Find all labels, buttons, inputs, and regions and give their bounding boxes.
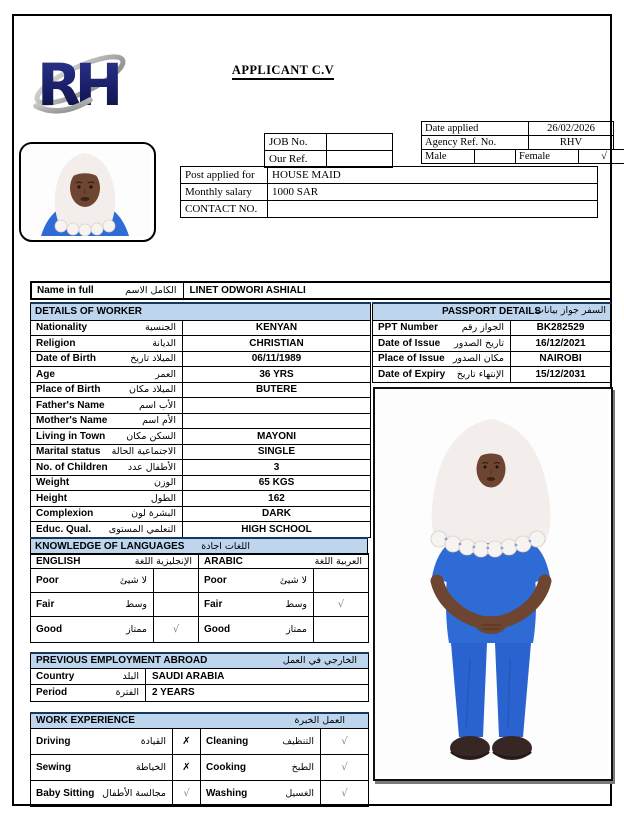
field-row-weight (31, 475, 371, 491)
field-label-arabic: الفترة (115, 687, 139, 699)
field-label: PPT Number (378, 322, 439, 334)
arabic-good-row (199, 617, 369, 643)
field-value: CHRISTIAN (183, 336, 371, 352)
field-row-living-in-town (31, 429, 371, 445)
field-label: Mother's Name (36, 415, 108, 427)
job-ref-table (264, 133, 393, 168)
post-applied-table (180, 166, 598, 218)
contact-no-label: CONTACT NO. (181, 201, 268, 218)
our-ref-value (327, 151, 393, 168)
field-value: 36 YRS (183, 367, 371, 383)
portrait-illustration (21, 144, 150, 236)
english-good-row (31, 617, 199, 643)
male-checkbox (475, 150, 516, 164)
field-label: Place of Issue (378, 353, 445, 365)
field-label: No. of Children (36, 461, 108, 473)
arabic-language-table (198, 553, 369, 643)
our-ref-row (265, 151, 393, 168)
languages-section-header (31, 538, 368, 554)
field-value: 3 (183, 460, 371, 476)
prev-employment-section-header (32, 655, 367, 666)
field-value: KENYAN (183, 320, 371, 336)
baby-sitting-checkbox: √ (173, 780, 201, 806)
field-label: Complexion (36, 508, 94, 520)
field-label: Date of Expiry (378, 368, 446, 380)
details-section-header: DETAILS OF WORKER (31, 303, 371, 320)
work-exp-row-1 (31, 728, 369, 754)
field-label-arabic: الجنسية (145, 322, 176, 334)
field-value (183, 398, 371, 414)
contact-no-value (268, 201, 598, 218)
post-applied-label: Post applied for (181, 167, 268, 184)
level-label-arabic: وسط (285, 599, 307, 610)
level-label: Good (36, 624, 63, 635)
field-value: DARK (183, 506, 371, 522)
skill-label: Cleaning (206, 735, 249, 747)
field-label-arabic: الأطفال عدد (127, 461, 176, 473)
arabic-poor-row (199, 569, 369, 593)
name-label-cell (33, 285, 182, 296)
field-value: BK282529 (511, 320, 611, 336)
name-label-arabic: الكامل الاسم (125, 285, 177, 296)
field-label: Height (36, 492, 68, 504)
name-label: Name in full (37, 285, 94, 296)
field-row-nationality (31, 320, 371, 336)
applicant-portrait-photo (19, 142, 156, 242)
field-label-arabic: الديانة (152, 337, 176, 349)
skill-label-arabic: مجالسة الأطفال (102, 787, 166, 799)
work-experience-header-label: WORK EXPERIENCE (36, 715, 135, 727)
english-fair-row (31, 593, 199, 617)
level-label: Poor (204, 575, 227, 586)
field-row-period (31, 685, 369, 702)
arabic-fair-checkbox: √ (314, 593, 369, 617)
female-checkbox: √ (579, 150, 624, 164)
field-label: Period (36, 687, 68, 699)
gender-row (422, 150, 624, 164)
female-label: Female (516, 150, 579, 164)
field-row-educ-qual (31, 522, 371, 538)
name-row (31, 282, 611, 299)
cleaning-checkbox: √ (321, 728, 369, 754)
field-row-age (31, 367, 371, 383)
agency-ref-row (422, 136, 614, 150)
field-label-arabic: الطول (150, 492, 176, 504)
field-value: 65 KGS (183, 475, 371, 491)
arabic-fair-row (199, 593, 369, 617)
arabic-header-cell (200, 556, 367, 567)
field-row-country (31, 668, 369, 685)
field-row-place-of-birth (31, 382, 371, 398)
field-value: SAUDI ARABIA (146, 668, 369, 685)
level-label: Good (204, 624, 231, 635)
work-exp-row-2 (31, 754, 369, 780)
field-value: 2 YEARS (146, 685, 369, 702)
rh-agency-logo (32, 40, 128, 118)
field-label-arabic: الأم اسم (142, 415, 176, 427)
field-label-arabic: البشرة لون (131, 508, 176, 520)
monthly-salary-value: 1000 SAR (268, 184, 598, 201)
field-value: 16/12/2021 (511, 336, 611, 352)
skill-label-arabic: التنظيف (282, 735, 314, 747)
prev-employment-header-label: PREVIOUS EMPLOYMENT ABROAD (36, 655, 208, 667)
english-poor-checkbox (154, 569, 199, 593)
page-title: APPLICANT C.V (183, 63, 383, 78)
job-no-value (327, 134, 393, 151)
field-row-religion (31, 336, 371, 352)
field-row-mothers-name (31, 413, 371, 429)
field-label-arabic: الجواز رقم (461, 322, 504, 334)
rh-logo-graphic (32, 40, 128, 118)
field-label-arabic: مكان الصدور (452, 353, 504, 365)
field-value: 15/12/2031 (511, 367, 611, 383)
agency-ref-label: Agency Ref. No. (422, 136, 529, 150)
full-body-illustration (375, 389, 607, 775)
our-ref-label: Our Ref. (265, 151, 327, 168)
field-row-marital-status (31, 444, 371, 460)
applicant-full-body-photo (373, 387, 613, 781)
skill-label: Washing (206, 787, 248, 799)
field-label: Age (36, 368, 55, 380)
field-value: 162 (183, 491, 371, 507)
field-label: Father's Name (36, 399, 105, 411)
contact-no-row (181, 201, 598, 218)
driving-checkbox: ✗ (173, 728, 201, 754)
languages-header-label: KNOWLEDGE OF LANGUAGES (35, 540, 185, 552)
field-label: Educ. Qual. (36, 523, 92, 535)
field-row-fathers-name (31, 398, 371, 414)
svg-text:RH: RH (37, 51, 117, 118)
work-exp-row-3 (31, 780, 369, 806)
field-row-date-of-issue (373, 336, 611, 352)
field-label: Country (36, 670, 75, 682)
passport-details-table (372, 302, 611, 383)
arabic-good-checkbox (314, 617, 369, 643)
field-row-ppt-number (373, 320, 611, 336)
level-label-arabic: لا شيئ (119, 575, 147, 586)
field-label-arabic: الإنتهاء تاريخ (456, 368, 504, 380)
field-label-arabic: البلد (122, 670, 139, 682)
level-label: Fair (36, 599, 55, 610)
field-label-arabic: العمر (155, 368, 176, 380)
field-value: SINGLE (183, 444, 371, 460)
english-label-arabic: الإنجليزية اللغة (134, 555, 192, 567)
level-label-arabic: ممتاز (286, 624, 307, 635)
field-label-arabic: السكن مكان (126, 430, 176, 442)
field-label-arabic: التعلمي المستوى (108, 523, 176, 535)
arabic-label: ARABIC (204, 555, 243, 567)
field-label: Nationality (36, 322, 88, 334)
skill-label-arabic: القيادة (140, 735, 166, 747)
field-row-date-of-birth (31, 351, 371, 367)
field-row-complexion (31, 506, 371, 522)
field-label: Place of Birth (36, 384, 101, 396)
field-value: BUTERE (183, 382, 371, 398)
level-label: Poor (36, 575, 59, 586)
date-applied-label: Date applied (422, 122, 529, 136)
field-label: Marital status (36, 446, 101, 458)
field-label: Date of Issue (378, 337, 441, 349)
field-label-arabic: الوزن (153, 477, 176, 489)
field-value: HIGH SCHOOL (183, 522, 371, 538)
skill-label-arabic: الطبخ (291, 761, 314, 773)
field-row-no-of-children (31, 460, 371, 476)
level-label-arabic: لا شيئ (279, 575, 307, 586)
work-experience-table (30, 712, 369, 807)
english-language-table (30, 553, 199, 643)
work-experience-header-arabic: العمل الخبرة (294, 715, 346, 727)
field-value: NAIROBI (511, 351, 611, 367)
male-label: Male (422, 150, 475, 164)
field-value: MAYONI (183, 429, 371, 445)
job-no-row (265, 134, 393, 151)
level-label-arabic: ممتاز (126, 624, 147, 635)
english-label: ENGLISH (36, 555, 81, 567)
field-value: 06/11/1989 (183, 351, 371, 367)
field-label: Date of Birth (36, 353, 96, 365)
washing-checkbox: √ (321, 780, 369, 806)
field-row-date-of-expiry (373, 367, 611, 383)
field-label-arabic: الأب اسم (139, 399, 176, 411)
skill-label: Sewing (36, 761, 72, 773)
date-applied-table (421, 121, 614, 150)
date-applied-value: 26/02/2026 (529, 122, 614, 136)
skill-label: Baby Sitting (36, 787, 95, 799)
name-table (30, 281, 612, 300)
field-row-place-of-issue (373, 351, 611, 367)
passport-header-arabic: السفر جواز بيانات (535, 305, 606, 316)
sewing-checkbox: ✗ (173, 754, 201, 780)
details-of-worker-table (30, 302, 371, 538)
arabic-label-arabic: العربية اللغة (314, 555, 363, 567)
english-fair-checkbox (154, 593, 199, 617)
field-label-arabic: الميلاد مكان (128, 384, 176, 396)
field-label: Living in Town (36, 430, 106, 442)
prev-employment-header-arabic: الخارجي في العمل (282, 655, 357, 667)
passport-header-label: PASSPORT DETAILS (441, 306, 542, 318)
job-no-label: JOB No. (265, 134, 327, 151)
skill-label-arabic: الخياطة (135, 761, 166, 773)
english-poor-row (31, 569, 199, 593)
skill-label: Driving (36, 735, 71, 747)
field-label-arabic: الميلاد تاريخ (130, 353, 176, 365)
monthly-salary-row (181, 184, 598, 201)
field-value (183, 413, 371, 429)
monthly-salary-label: Monthly salary (181, 184, 268, 201)
date-applied-row (422, 122, 614, 136)
languages-header-table (30, 537, 368, 555)
skill-label-arabic: الغسيل (285, 787, 314, 799)
field-label: Religion (36, 337, 76, 349)
arabic-poor-checkbox (314, 569, 369, 593)
cooking-checkbox: √ (321, 754, 369, 780)
languages-header-arabic: اللغات اجادة (201, 540, 250, 552)
field-label-arabic: الاجتماعية الحالة (111, 446, 176, 458)
field-label-arabic: تاريخ الصدور (454, 337, 504, 349)
work-experience-section-header (32, 715, 367, 726)
field-label: Weight (36, 477, 70, 489)
agency-ref-value: RHV (529, 136, 614, 150)
skill-label: Cooking (206, 761, 246, 773)
english-header-cell (32, 556, 197, 567)
gender-table (421, 149, 624, 164)
field-row-height (31, 491, 371, 507)
name-value: LINET ODWORI ASHIALI (183, 282, 611, 299)
post-applied-row (181, 167, 598, 184)
level-label: Fair (204, 599, 223, 610)
level-label-arabic: وسط (125, 599, 147, 610)
english-good-checkbox: √ (154, 617, 199, 643)
passport-section-header (373, 303, 611, 320)
post-applied-value: HOUSE MAID (268, 167, 598, 184)
previous-employment-table (30, 652, 369, 702)
